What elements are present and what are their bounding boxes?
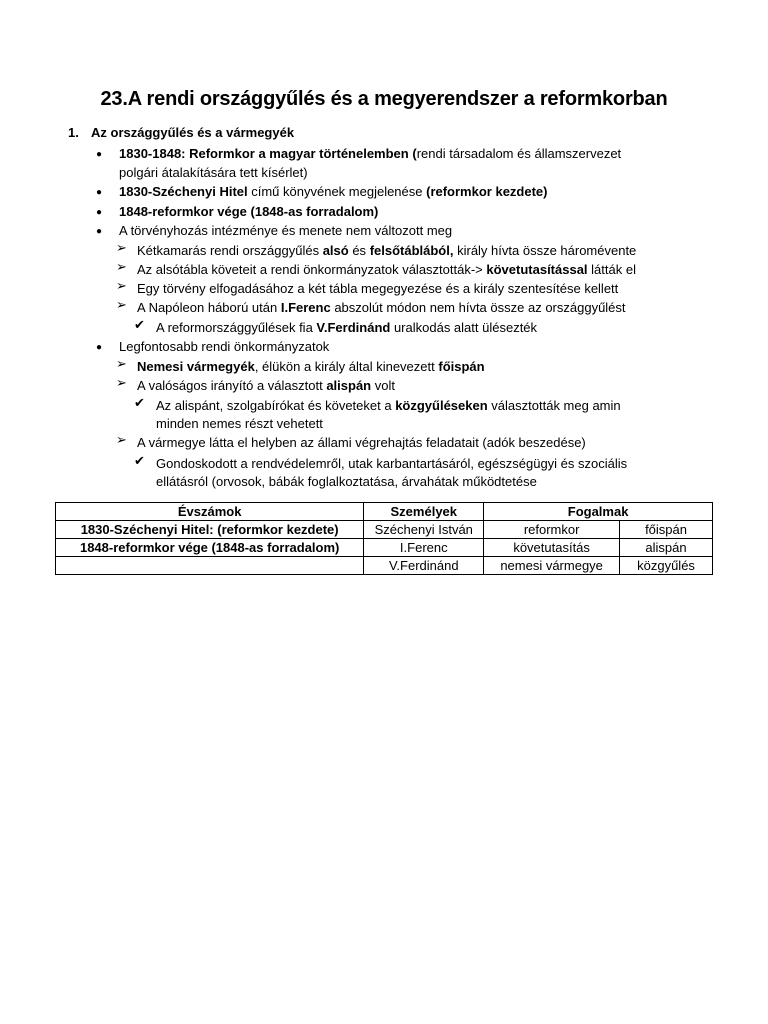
table-cell — [56, 557, 364, 575]
table-row — [56, 557, 713, 575]
table-cell: I.Ferenc — [364, 539, 484, 557]
table-row — [56, 539, 713, 557]
page-title: 23.A rendi országgyűlés és a megyerendszer a reformkorban — [100, 88, 668, 110]
arrow-bullet-icon: ➢ — [116, 432, 127, 447]
line-7: Egy törvény elfogadásához a két tábla megegyezése és a király szentesítése kellett — [137, 281, 619, 296]
line-5: Kétkamarás rendi országgyűlés alsó és felsőtáblából, király hívta össze háromévente — [137, 243, 637, 258]
table-cell: főispán — [620, 521, 713, 539]
bullet-icon: ● — [96, 342, 103, 353]
line-14: A vármegye látta el helyben az állami végrehajtás feladatait (adók beszedése) — [137, 435, 586, 450]
table-cell: Széchenyi István — [364, 521, 484, 539]
table-header-row — [56, 503, 713, 521]
arrow-bullet-icon: ➢ — [116, 259, 127, 274]
checkmark-icon: ✔ — [134, 453, 145, 468]
table-header-cell: Fogalmak — [484, 503, 713, 521]
table-cell: követutasítás — [484, 539, 620, 557]
table-header-cell: Évszámok — [56, 503, 364, 521]
table-cell: 1848-reformkor vége (1848-as forradalom) — [56, 539, 364, 557]
checkmark-icon: ✔ — [134, 395, 145, 410]
table-cell: reformkor — [484, 521, 620, 539]
line-11: Nemesi vármegyék, élükön a király által kinevezett főispán — [137, 359, 485, 374]
line-10: Legfontosabb rendi önkormányzatok — [119, 339, 330, 354]
line-13: Az alispánt, szolgabírókat és követeket a közgyűléseken választották meg amin — [156, 398, 621, 413]
table-cell: nemesi vármegye — [484, 557, 620, 575]
section-heading: Az országgyűlés és a vármegyék — [91, 125, 295, 140]
line-3: 1848-reformkor vége (1848-as forradalom) — [119, 204, 379, 219]
table-cell: közgyűlés — [620, 557, 713, 575]
arrow-bullet-icon: ➢ — [116, 278, 127, 293]
section-number: 1. — [68, 125, 79, 140]
table-cell: V.Ferdinánd — [364, 557, 484, 575]
summary-table — [55, 502, 713, 575]
arrow-bullet-icon: ➢ — [116, 356, 127, 371]
bullet-icon: ● — [96, 226, 103, 237]
bullet-icon: ● — [96, 207, 103, 218]
table-row — [56, 521, 713, 539]
line-9: A reformországgyűlések fia V.Ferdinánd uralkodás alatt ülésezték — [156, 320, 538, 335]
table-header-cell: Személyek — [364, 503, 484, 521]
bullet-icon: ● — [96, 149, 103, 160]
line-12: A valóságos irányító a választott alispán volt — [137, 378, 395, 393]
arrow-bullet-icon: ➢ — [116, 240, 127, 255]
line-2: 1830-Széchenyi Hitel című könyvének megjelenése (reformkor kezdete) — [119, 184, 548, 199]
table-cell: alispán — [620, 539, 713, 557]
checkmark-icon: ✔ — [134, 317, 145, 332]
line-15: Gondoskodott a rendvédelemről, utak karbantartásáról, egészségügyi és szociális — [156, 456, 628, 471]
line-1-cont: polgári átalakítására tett kísérlet) — [119, 165, 308, 180]
line-15-cont: ellátásról (orvosok, bábák foglalkoztatása, árvahátak működtetése — [156, 474, 537, 489]
line-6: Az alsótábla követeit a rendi önkormányzatok választották-> követutasítással látták el — [137, 262, 636, 277]
table-cell: 1830-Széchenyi Hitel: (reformkor kezdete) — [56, 521, 364, 539]
line-4: A törvényhozás intézménye és menete nem változott meg — [119, 223, 453, 238]
arrow-bullet-icon: ➢ — [116, 375, 127, 390]
line-1: 1830-1848: Reformkor a magyar történelemben (rendi társadalom és államszervezet — [119, 146, 622, 161]
line-8: A Napóleon háború után I.Ferenc abszolút módon nem hívta össze az országgyűlést — [137, 300, 626, 315]
bullet-icon: ● — [96, 187, 103, 198]
arrow-bullet-icon: ➢ — [116, 297, 127, 312]
line-13-cont: minden nemes részt vehetett — [156, 416, 323, 431]
